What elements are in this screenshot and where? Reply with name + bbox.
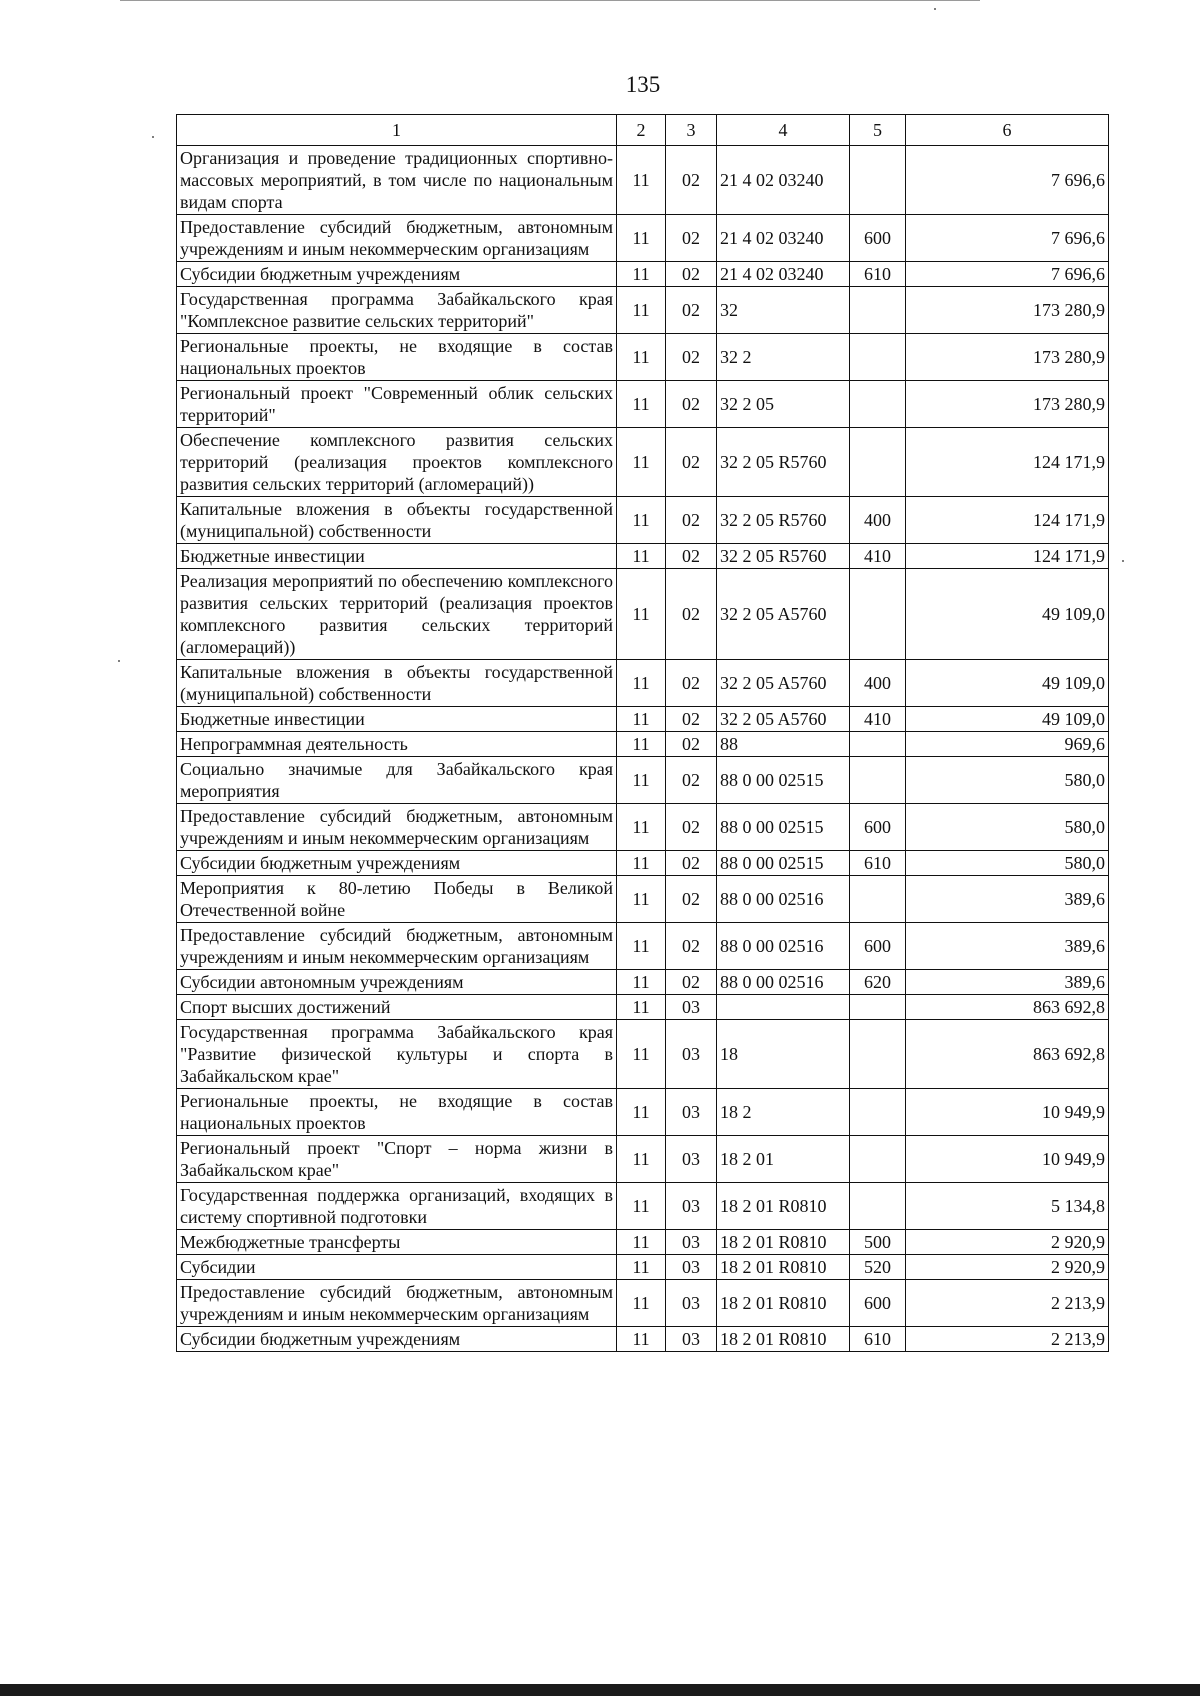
subsection-code-cell: 03 xyxy=(666,1020,717,1089)
amount-cell: 389,6 xyxy=(906,970,1109,995)
row-name-cell: Государственная программа Забайкальского края "Комплексное развитие сельских территорий" xyxy=(177,287,617,334)
target-article-cell: 32 2 05 A5760 xyxy=(717,660,850,707)
amount-cell: 124 171,9 xyxy=(906,428,1109,497)
expense-type-cell: 410 xyxy=(850,544,906,569)
table-body xyxy=(177,146,1109,1352)
column-header: 6 xyxy=(906,115,1109,146)
table-row xyxy=(177,497,1109,544)
amount-cell: 173 280,9 xyxy=(906,287,1109,334)
column-header: 4 xyxy=(717,115,850,146)
row-name-cell: Межбюджетные трансферты xyxy=(177,1230,617,1255)
table-row xyxy=(177,428,1109,497)
target-article-cell: 18 2 01 R0810 xyxy=(717,1280,850,1327)
section-code-cell: 11 xyxy=(617,923,666,970)
target-article-cell: 32 2 05 A5760 xyxy=(717,569,850,660)
table-row xyxy=(177,757,1109,804)
target-article-cell: 21 4 02 03240 xyxy=(717,146,850,215)
row-name-cell: Предоставление субсидий бюджетным, автономным учреждениям и иным некоммерческим организациям xyxy=(177,804,617,851)
expense-type-cell xyxy=(850,757,906,804)
row-name-cell: Капитальные вложения в объекты государственной (муниципальной) собственности xyxy=(177,660,617,707)
target-article-cell: 88 0 00 02515 xyxy=(717,804,850,851)
subsection-code-cell: 03 xyxy=(666,995,717,1020)
table-row xyxy=(177,1089,1109,1136)
target-article-cell: 18 2 xyxy=(717,1089,850,1136)
row-name-cell: Субсидии xyxy=(177,1255,617,1280)
subsection-code-cell: 03 xyxy=(666,1230,717,1255)
table-row xyxy=(177,995,1109,1020)
subsection-code-cell: 03 xyxy=(666,1280,717,1327)
section-code-cell: 11 xyxy=(617,1230,666,1255)
amount-cell: 49 109,0 xyxy=(906,707,1109,732)
subsection-code-cell: 02 xyxy=(666,334,717,381)
amount-cell: 580,0 xyxy=(906,851,1109,876)
target-article-cell: 32 xyxy=(717,287,850,334)
target-article-cell: 32 2 05 xyxy=(717,381,850,428)
table-row xyxy=(177,1183,1109,1230)
target-article-cell: 88 0 00 02516 xyxy=(717,876,850,923)
expense-type-cell xyxy=(850,146,906,215)
amount-cell: 863 692,8 xyxy=(906,995,1109,1020)
expense-type-cell: 520 xyxy=(850,1255,906,1280)
target-article-cell: 32 2 05 R5760 xyxy=(717,497,850,544)
section-code-cell: 11 xyxy=(617,146,666,215)
target-article-cell: 18 2 01 R0810 xyxy=(717,1255,850,1280)
amount-cell: 2 213,9 xyxy=(906,1327,1109,1352)
target-article-cell: 88 0 00 02516 xyxy=(717,923,850,970)
subsection-code-cell: 02 xyxy=(666,757,717,804)
expense-type-cell xyxy=(850,334,906,381)
subsection-code-cell: 02 xyxy=(666,707,717,732)
subsection-code-cell: 02 xyxy=(666,544,717,569)
row-name-cell: Спорт высших достижений xyxy=(177,995,617,1020)
row-name-cell: Бюджетные инвестиции xyxy=(177,707,617,732)
section-code-cell: 11 xyxy=(617,1183,666,1230)
amount-cell: 580,0 xyxy=(906,757,1109,804)
expense-type-cell xyxy=(850,287,906,334)
table-row xyxy=(177,262,1109,287)
section-code-cell: 11 xyxy=(617,1280,666,1327)
amount-cell: 2 213,9 xyxy=(906,1280,1109,1327)
section-code-cell: 11 xyxy=(617,851,666,876)
scan-speck xyxy=(934,8,936,10)
target-article-cell: 32 2 05 A5760 xyxy=(717,707,850,732)
row-name-cell: Региональные проекты, не входящие в состав национальных проектов xyxy=(177,334,617,381)
table-row xyxy=(177,1255,1109,1280)
table-row xyxy=(177,215,1109,262)
row-name-cell: Социально значимые для Забайкальского края мероприятия xyxy=(177,757,617,804)
expense-type-cell: 610 xyxy=(850,851,906,876)
amount-cell: 7 696,6 xyxy=(906,262,1109,287)
target-article-cell: 21 4 02 03240 xyxy=(717,215,850,262)
target-article-cell: 32 2 05 R5760 xyxy=(717,544,850,569)
subsection-code-cell: 02 xyxy=(666,923,717,970)
section-code-cell: 11 xyxy=(617,215,666,262)
subsection-code-cell: 02 xyxy=(666,970,717,995)
column-header: 3 xyxy=(666,115,717,146)
expense-type-cell xyxy=(850,995,906,1020)
row-name-cell: Государственная поддержка организаций, входящих в систему спортивной подготовки xyxy=(177,1183,617,1230)
target-article-cell xyxy=(717,995,850,1020)
expense-type-cell xyxy=(850,1183,906,1230)
target-article-cell: 18 2 01 R0810 xyxy=(717,1230,850,1255)
row-name-cell: Предоставление субсидий бюджетным, автономным учреждениям и иным некоммерческим организациям xyxy=(177,923,617,970)
row-name-cell: Субсидии бюджетным учреждениям xyxy=(177,1327,617,1352)
subsection-code-cell: 02 xyxy=(666,876,717,923)
expense-type-cell: 610 xyxy=(850,262,906,287)
target-article-cell: 88 0 00 02515 xyxy=(717,757,850,804)
table-row xyxy=(177,146,1109,215)
section-code-cell: 11 xyxy=(617,1020,666,1089)
section-code-cell: 11 xyxy=(617,876,666,923)
amount-cell: 389,6 xyxy=(906,876,1109,923)
section-code-cell: 11 xyxy=(617,804,666,851)
column-header: 5 xyxy=(850,115,906,146)
subsection-code-cell: 02 xyxy=(666,215,717,262)
page-number: 135 xyxy=(625,72,661,97)
target-article-cell: 32 2 05 R5760 xyxy=(717,428,850,497)
target-article-cell: 88 0 00 02515 xyxy=(717,851,850,876)
amount-cell: 580,0 xyxy=(906,804,1109,851)
section-code-cell: 11 xyxy=(617,544,666,569)
expense-type-cell: 400 xyxy=(850,497,906,544)
row-name-cell: Непрограммная деятельность xyxy=(177,732,617,757)
row-name-cell: Субсидии бюджетным учреждениям xyxy=(177,262,617,287)
subsection-code-cell: 03 xyxy=(666,1255,717,1280)
section-code-cell: 11 xyxy=(617,262,666,287)
amount-cell: 49 109,0 xyxy=(906,660,1109,707)
expense-type-cell: 410 xyxy=(850,707,906,732)
target-article-cell: 18 xyxy=(717,1020,850,1089)
column-header: 1 xyxy=(177,115,617,146)
table-row xyxy=(177,381,1109,428)
table-row xyxy=(177,804,1109,851)
row-name-cell: Мероприятия к 80-летию Победы в Великой Отечественной войне xyxy=(177,876,617,923)
section-code-cell: 11 xyxy=(617,381,666,428)
subsection-code-cell: 02 xyxy=(666,497,717,544)
target-article-cell: 88 xyxy=(717,732,850,757)
table-row xyxy=(177,876,1109,923)
scan-bottom-edge xyxy=(0,1684,1200,1696)
budget-table xyxy=(176,114,1109,1352)
scan-top-edge xyxy=(120,0,980,4)
section-code-cell: 11 xyxy=(617,660,666,707)
row-name-cell: Обеспечение комплексного развития сельских территорий (реализация проектов комплексного развития сельских территорий (агломераций)) xyxy=(177,428,617,497)
scan-speck xyxy=(152,136,154,138)
section-code-cell: 11 xyxy=(617,707,666,732)
expense-type-cell xyxy=(850,569,906,660)
row-name-cell: Региональный проект "Современный облик сельских территорий" xyxy=(177,381,617,428)
section-code-cell: 11 xyxy=(617,1136,666,1183)
row-name-cell: Субсидии автономным учреждениям xyxy=(177,970,617,995)
expense-type-cell: 600 xyxy=(850,923,906,970)
subsection-code-cell: 02 xyxy=(666,381,717,428)
expense-type-cell: 610 xyxy=(850,1327,906,1352)
section-code-cell: 11 xyxy=(617,732,666,757)
amount-cell: 49 109,0 xyxy=(906,569,1109,660)
row-name-cell: Предоставление субсидий бюджетным, автономным учреждениям и иным некоммерческим организациям xyxy=(177,1280,617,1327)
subsection-code-cell: 02 xyxy=(666,428,717,497)
target-article-cell: 18 2 01 R0810 xyxy=(717,1327,850,1352)
table-header-row xyxy=(177,115,1109,146)
subsection-code-cell: 02 xyxy=(666,660,717,707)
table-row xyxy=(177,1280,1109,1327)
row-name-cell: Капитальные вложения в объекты государственной (муниципальной) собственности xyxy=(177,497,617,544)
expense-type-cell: 620 xyxy=(850,970,906,995)
amount-cell: 173 280,9 xyxy=(906,381,1109,428)
section-code-cell: 11 xyxy=(617,757,666,804)
amount-cell: 10 949,9 xyxy=(906,1136,1109,1183)
section-code-cell: 11 xyxy=(617,1255,666,1280)
expense-type-cell: 600 xyxy=(850,215,906,262)
amount-cell: 7 696,6 xyxy=(906,146,1109,215)
subsection-code-cell: 02 xyxy=(666,287,717,334)
row-name-cell: Бюджетные инвестиции xyxy=(177,544,617,569)
target-article-cell: 18 2 01 R0810 xyxy=(717,1183,850,1230)
amount-cell: 7 696,6 xyxy=(906,215,1109,262)
table-row xyxy=(177,851,1109,876)
amount-cell: 10 949,9 xyxy=(906,1089,1109,1136)
amount-cell: 124 171,9 xyxy=(906,497,1109,544)
scan-speck xyxy=(118,660,120,662)
table-row xyxy=(177,970,1109,995)
subsection-code-cell: 03 xyxy=(666,1136,717,1183)
section-code-cell: 11 xyxy=(617,497,666,544)
subsection-code-cell: 02 xyxy=(666,732,717,757)
expense-type-cell: 500 xyxy=(850,1230,906,1255)
subsection-code-cell: 03 xyxy=(666,1183,717,1230)
section-code-cell: 11 xyxy=(617,334,666,381)
table-row xyxy=(177,1136,1109,1183)
section-code-cell: 11 xyxy=(617,569,666,660)
row-name-cell: Реализация мероприятий по обеспечению комплексного развития сельских территорий (реализация проектов комплексного развития сельских территорий (агломераций)) xyxy=(177,569,617,660)
subsection-code-cell: 02 xyxy=(666,146,717,215)
table-row xyxy=(177,334,1109,381)
subsection-code-cell: 02 xyxy=(666,262,717,287)
expense-type-cell: 400 xyxy=(850,660,906,707)
target-article-cell: 21 4 02 03240 xyxy=(717,262,850,287)
expense-type-cell xyxy=(850,1089,906,1136)
amount-cell: 389,6 xyxy=(906,923,1109,970)
expense-type-cell xyxy=(850,876,906,923)
subsection-code-cell: 03 xyxy=(666,1327,717,1352)
column-header: 2 xyxy=(617,115,666,146)
subsection-code-cell: 02 xyxy=(666,804,717,851)
expense-type-cell xyxy=(850,381,906,428)
expense-type-cell: 600 xyxy=(850,804,906,851)
section-code-cell: 11 xyxy=(617,1327,666,1352)
target-article-cell: 18 2 01 xyxy=(717,1136,850,1183)
table-row xyxy=(177,707,1109,732)
amount-cell: 2 920,9 xyxy=(906,1255,1109,1280)
amount-cell: 2 920,9 xyxy=(906,1230,1109,1255)
expense-type-cell xyxy=(850,732,906,757)
table-row xyxy=(177,660,1109,707)
table-row xyxy=(177,1230,1109,1255)
section-code-cell: 11 xyxy=(617,995,666,1020)
expense-type-cell xyxy=(850,428,906,497)
row-name-cell: Региональные проекты, не входящие в состав национальных проектов xyxy=(177,1089,617,1136)
table-row xyxy=(177,1020,1109,1089)
expense-type-cell xyxy=(850,1020,906,1089)
table-row xyxy=(177,1327,1109,1352)
amount-cell: 863 692,8 xyxy=(906,1020,1109,1089)
section-code-cell: 11 xyxy=(617,428,666,497)
row-name-cell: Государственная программа Забайкальского края "Развитие физической культуры и спорта в Забайкальском крае" xyxy=(177,1020,617,1089)
section-code-cell: 11 xyxy=(617,1089,666,1136)
scan-speck xyxy=(1122,560,1124,562)
subsection-code-cell: 03 xyxy=(666,1089,717,1136)
row-name-cell: Региональный проект "Спорт – норма жизни в Забайкальском крае" xyxy=(177,1136,617,1183)
subsection-code-cell: 02 xyxy=(666,851,717,876)
table-row xyxy=(177,923,1109,970)
amount-cell: 173 280,9 xyxy=(906,334,1109,381)
target-article-cell: 32 2 xyxy=(717,334,850,381)
expense-type-cell: 600 xyxy=(850,1280,906,1327)
section-code-cell: 11 xyxy=(617,970,666,995)
table-row xyxy=(177,287,1109,334)
target-article-cell: 88 0 00 02516 xyxy=(717,970,850,995)
amount-cell: 5 134,8 xyxy=(906,1183,1109,1230)
amount-cell: 969,6 xyxy=(906,732,1109,757)
table-row xyxy=(177,569,1109,660)
row-name-cell: Предоставление субсидий бюджетным, автономным учреждениям и иным некоммерческим организациям xyxy=(177,215,617,262)
row-name-cell: Организация и проведение традиционных спортивно-массовых мероприятий, в том числе по национальным видам спорта xyxy=(177,146,617,215)
subsection-code-cell: 02 xyxy=(666,569,717,660)
section-code-cell: 11 xyxy=(617,287,666,334)
row-name-cell: Субсидии бюджетным учреждениям xyxy=(177,851,617,876)
table-row xyxy=(177,732,1109,757)
amount-cell: 124 171,9 xyxy=(906,544,1109,569)
expense-type-cell xyxy=(850,1136,906,1183)
table-row xyxy=(177,544,1109,569)
